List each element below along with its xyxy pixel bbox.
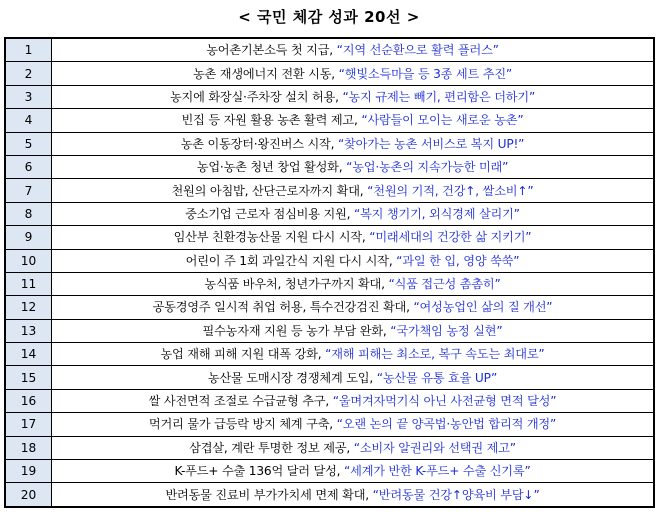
achievement-text: 농업 재해 피해 지원 대폭 강화, <box>160 347 326 362</box>
table-row <box>5 296 654 319</box>
achievement-text: 농산물 도매시장 경쟁체계 도입, <box>207 370 377 385</box>
achievements-table <box>4 37 655 508</box>
table-row <box>5 460 654 483</box>
row-description <box>52 296 655 319</box>
achievement-text: 농촌 이동장터·왕진버스 시작, <box>180 136 338 151</box>
row-description <box>52 85 655 108</box>
achievement-slogan: “여성농업인 삶의 질 개선” <box>413 300 553 315</box>
achievement-text: 농식품 바우처, 청년가구까지 확대, <box>204 277 389 292</box>
row-number: 17 <box>5 413 52 436</box>
achievement-text: 어린이 주 1회 과일간식 지원 다시 시작, <box>185 253 397 268</box>
row-number: 13 <box>5 319 52 342</box>
row-number: 11 <box>5 272 52 295</box>
achievement-slogan: “햇빛소득마을 등 3종 세트 추진” <box>338 66 513 81</box>
row-description <box>52 366 655 389</box>
achievement-text: K-푸드+ 수출 136억 달러 달성, <box>174 464 345 479</box>
row-number: 3 <box>5 85 52 108</box>
table-row <box>5 272 654 295</box>
row-description <box>52 249 655 272</box>
achievement-slogan: “지역 선순환으로 활력 플러스” <box>336 43 499 58</box>
row-number: 1 <box>5 38 52 62</box>
row-number: 2 <box>5 62 52 85</box>
achievement-text: 농지에 화장실·주차장 설치 허용, <box>169 89 343 104</box>
row-description <box>52 226 655 249</box>
achievement-text: 필수농자재 지원 등 농가 부담 완화, <box>202 323 391 338</box>
achievement-slogan: “식품 접근성 촘촘히” <box>388 277 501 292</box>
achievement-text: 천원의 아침밥, 산단근로자까지 확대, <box>171 183 368 198</box>
achievement-text: 먹거리 물가 급등락 방지 체계 구축, <box>148 417 337 432</box>
achievement-text: 농촌 재생에너지 전환 시동, <box>192 66 339 81</box>
table-row <box>5 343 654 366</box>
table-row <box>5 249 654 272</box>
row-description <box>52 272 655 295</box>
achievement-slogan: “세계가 반한 K-푸드+ 수출 신기록” <box>344 464 531 479</box>
achievements-table-body <box>5 38 654 507</box>
table-row <box>5 226 654 249</box>
table-row <box>5 132 654 155</box>
achievement-slogan: “미래세대의 건강한 삶 지키기” <box>369 230 532 245</box>
achievement-slogan: “복지 챙기기, 외식경제 살리기” <box>354 206 520 221</box>
row-number: 7 <box>5 179 52 202</box>
row-number: 20 <box>5 483 52 507</box>
row-description <box>52 436 655 459</box>
row-description <box>52 62 655 85</box>
row-description <box>52 319 655 342</box>
achievement-text: 빈집 등 자원 활용 농촌 활력 제고, <box>181 113 362 128</box>
table-row <box>5 62 654 85</box>
achievement-slogan: “울며겨자먹기식 아닌 사전균형 면적 달성” <box>332 394 557 409</box>
row-description <box>52 155 655 178</box>
table-row <box>5 85 654 108</box>
row-description <box>52 202 655 225</box>
achievement-text: 반려동물 진료비 부가가치세 면제 확대, <box>165 487 373 502</box>
achievement-slogan: “과일 한 입, 영양 쑥쑥” <box>396 253 520 268</box>
row-description <box>52 109 655 132</box>
table-row <box>5 483 654 507</box>
row-description <box>52 38 655 62</box>
table-row <box>5 109 654 132</box>
row-number: 19 <box>5 460 52 483</box>
table-row <box>5 366 654 389</box>
row-number: 14 <box>5 343 52 366</box>
table-row <box>5 155 654 178</box>
achievement-text: 중소기업 근로자 점심비용 지원, <box>185 206 354 221</box>
achievement-slogan: “농지 규제는 빼기, 편리함은 더하기” <box>342 89 536 104</box>
row-number: 6 <box>5 155 52 178</box>
achievement-slogan: “소비자 알권리와 선택권 제고” <box>353 440 516 455</box>
achievement-text: 임산부 친환경농산물 지원 다시 시작, <box>173 230 370 245</box>
row-number: 16 <box>5 389 52 412</box>
row-number: 15 <box>5 366 52 389</box>
table-row <box>5 319 654 342</box>
table-row <box>5 389 654 412</box>
table-row <box>5 202 654 225</box>
achievement-slogan: “오랜 논의 끝 양곡법·농안법 합리적 개정” <box>336 417 557 432</box>
row-description <box>52 389 655 412</box>
achievement-text: 공동경영주 일시적 취업 허용, 특수건강검진 확대, <box>152 300 414 315</box>
row-number: 9 <box>5 226 52 249</box>
row-description <box>52 132 655 155</box>
row-description <box>52 179 655 202</box>
achievement-slogan: “농업·농촌의 지속가능한 미래” <box>346 160 509 175</box>
row-number: 4 <box>5 109 52 132</box>
row-number: 12 <box>5 296 52 319</box>
achievement-slogan: “국가책임 농정 실현” <box>390 323 503 338</box>
achievement-slogan: “천원의 기적, 건강↑, 쌀소비↑” <box>367 183 534 198</box>
row-description <box>52 460 655 483</box>
achievement-slogan: “농산물 유통 효율 UP” <box>376 370 498 385</box>
table-row <box>5 38 654 62</box>
achievement-slogan: “반려동물 건강↑양육비 부담↓” <box>372 487 540 502</box>
table-row <box>5 413 654 436</box>
row-number: 10 <box>5 249 52 272</box>
achievement-text: 농어촌기본소득 첫 지급, <box>206 43 337 58</box>
table-row <box>5 436 654 459</box>
achievement-slogan: “찾아가는 농촌 서비스로 복지 UP!” <box>337 136 525 151</box>
row-description <box>52 343 655 366</box>
achievement-slogan: “사람들이 모이는 새로운 농촌” <box>361 113 524 128</box>
row-number: 5 <box>5 132 52 155</box>
achievement-slogan: “재해 피해는 최소로, 복구 속도는 최대로” <box>325 347 545 362</box>
row-description <box>52 413 655 436</box>
achievement-text: 농업·농촌 청년 창업 활성화, <box>196 160 347 175</box>
achievement-text: 쌀 사전면적 조절로 수급균형 추구, <box>148 394 333 409</box>
page-title: < 국민 체감 성과 20선 > <box>238 8 420 26</box>
achievement-text: 삼겹살, 계란 투명한 정보 제공, <box>189 440 354 455</box>
row-description <box>52 483 655 507</box>
table-row <box>5 179 654 202</box>
row-number: 18 <box>5 436 52 459</box>
row-number: 8 <box>5 202 52 225</box>
